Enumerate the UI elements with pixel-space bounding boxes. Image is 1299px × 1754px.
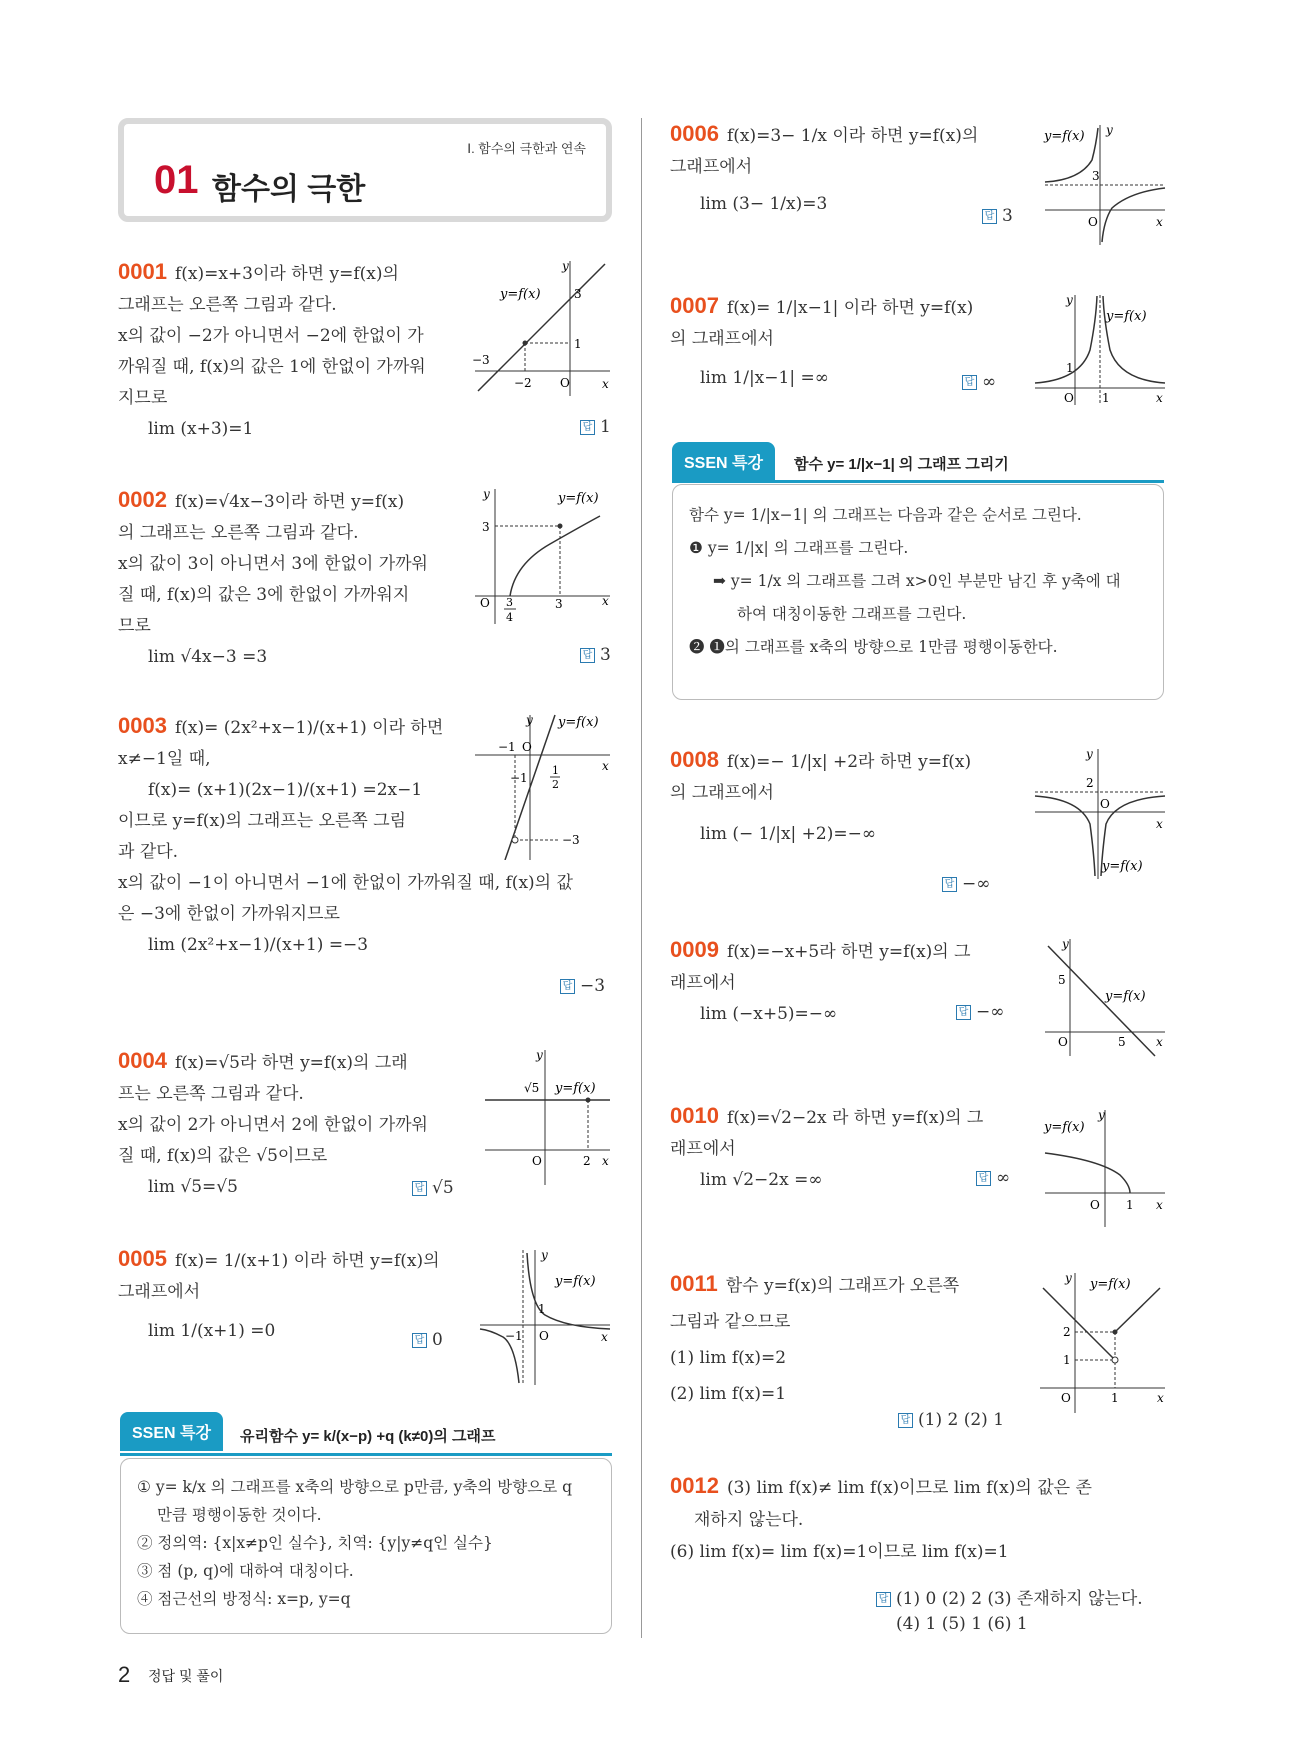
answer-icon: 답 — [942, 877, 957, 892]
text-line: 그림과 같으므로 — [670, 1312, 791, 1332]
point — [558, 524, 563, 529]
ssen-item: ③ 점 (p, q)에 대하여 대칭이다. — [137, 1562, 354, 1580]
ssen-item: 만큼 평행이동한 것이다. — [157, 1506, 322, 1524]
origin-label: O — [1058, 1035, 1068, 1049]
graph-0002 — [470, 484, 615, 629]
answer-value: 0 — [432, 1330, 443, 1350]
fx-label: y=f(x) — [1105, 989, 1146, 1004]
text-line: f(x)= 1/|x−1| 이라 하면 y=f(x) — [726, 298, 974, 318]
text-line: 재하지 않는다. — [694, 1510, 804, 1530]
chapter-title: 함수의 극한 — [212, 173, 366, 206]
x-label: x — [1156, 817, 1163, 831]
text-line: 그래프에서 — [670, 157, 753, 177]
answer-0012-row2: (4) 1 (5) 1 (6) 1 — [896, 1614, 1028, 1634]
text-line: 프는 오른쪽 그림과 같다. — [118, 1084, 304, 1104]
fx-label: y=f(x) — [1044, 1120, 1085, 1135]
y-label: y — [1098, 1108, 1105, 1122]
y-label: y — [1066, 293, 1073, 307]
fx-label: y=f(x) — [558, 715, 599, 730]
graph-0006 — [1040, 120, 1170, 245]
chapter-number: 01 — [154, 158, 199, 202]
y-label: y — [526, 713, 533, 727]
tick-label: 3 — [506, 596, 513, 609]
answer-value: 3 — [600, 645, 611, 665]
function-curve — [1045, 1153, 1130, 1193]
text-line: 지므로 — [118, 388, 168, 408]
problem-number: 0004 — [118, 1048, 167, 1073]
text-line: 과 같다. — [118, 842, 179, 862]
answer-value: 1 — [600, 417, 611, 437]
problem-number: 0009 — [670, 937, 719, 962]
origin-label: O — [1088, 215, 1098, 229]
ssen-box-2 — [672, 484, 1164, 700]
graph-0003 — [470, 710, 615, 860]
answer-icon: 답 — [976, 1171, 991, 1186]
x-label: x — [601, 1330, 608, 1344]
fx-label: y=f(x) — [555, 1274, 596, 1289]
origin-label: O — [1061, 1391, 1071, 1405]
ssen-item: ② 정의역: {x|x≠p인 실수}, 치역: {y|y≠q인 실수} — [137, 1534, 493, 1552]
y-label: y — [483, 487, 490, 501]
answer-0010 — [976, 1168, 1010, 1188]
answer-value: 3 — [1002, 206, 1013, 226]
text-line: 의 그래프는 오른쪽 그림과 같다. — [118, 523, 359, 543]
answer-0008 — [942, 874, 990, 894]
origin-label: O — [560, 376, 570, 390]
problem-number: 0007 — [670, 293, 719, 318]
answer-value: −∞ — [962, 874, 991, 894]
graph-0007 — [1030, 290, 1170, 410]
ssen-item: ❶ y= 1/|x| 의 그래프를 그린다. — [689, 539, 909, 557]
text-line: x≠−1일 때, — [118, 749, 211, 769]
function-line-left — [1043, 1288, 1115, 1360]
limit-expression: lim (x+3)=1 — [148, 419, 254, 439]
y-label: y — [1062, 937, 1069, 951]
graph-0009 — [1040, 934, 1170, 1059]
answer-0004 — [412, 1178, 454, 1198]
fx-label: y=f(x) — [500, 287, 541, 302]
footer-label: 정답 및 풀이 — [148, 1668, 224, 1684]
problem-number: 0011 — [670, 1271, 718, 1296]
limit-expression: lim 1/(x+1) =0 — [148, 1321, 276, 1341]
text-line: 의 그래프에서 — [670, 783, 774, 803]
text-line: f(x)=−x+5라 하면 y=f(x)의 그 — [726, 942, 971, 962]
ssen-item: 함수 y= 1/|x−1| 의 그래프는 다음과 같은 순서로 그린다. — [689, 506, 1082, 524]
y-label: y — [1065, 1271, 1072, 1285]
graph-0011 — [1035, 1268, 1170, 1413]
tick-label: 1 — [1066, 361, 1074, 375]
problem-0006 — [670, 118, 1030, 220]
function-curve-left — [1035, 796, 1095, 876]
answer-value: ∞ — [982, 372, 997, 392]
problem-number: 0006 — [670, 121, 719, 146]
function-curve — [510, 516, 600, 596]
answer-icon: 답 — [412, 1181, 427, 1196]
tick-label: 1 — [1063, 1353, 1071, 1367]
text-line: 의 그래프에서 — [670, 329, 774, 349]
answer-0007 — [962, 372, 996, 392]
answer-icon: 답 — [898, 1413, 913, 1428]
tick-label: −2 — [514, 376, 532, 390]
text-line: 질 때, f(x)의 값은 √5이므로 — [118, 1146, 328, 1166]
text-line: f(x)= (x+1)(2x−1)/(x+1) =2x−1 — [148, 780, 423, 800]
fx-label: y=f(x) — [1044, 129, 1085, 144]
limit-expression: lim (− 1/|x| +2)=−∞ — [700, 824, 877, 844]
text-line: 은 −3에 한없이 가까워지므로 — [118, 904, 340, 924]
origin-label: O — [1064, 391, 1074, 405]
graph-0008 — [1030, 744, 1170, 879]
tick-label: 2 — [1086, 776, 1094, 790]
text-line: f(x)=√2−2x 라 하면 y=f(x)의 그 — [726, 1108, 984, 1128]
answer-icon: 답 — [956, 1005, 971, 1020]
tick-label: −3 — [472, 353, 490, 367]
limit-expression: lim 1/|x−1| =∞ — [700, 368, 829, 388]
problem-number: 0005 — [118, 1246, 167, 1271]
ssen-item: ➡ y= 1/x 의 그래프를 그려 x>0인 부분만 남긴 후 y축에 대 — [713, 572, 1121, 590]
graph-0010 — [1040, 1105, 1170, 1230]
tick-label: 2 — [552, 778, 559, 791]
answer-icon: 답 — [982, 209, 997, 224]
answer-0005 — [412, 1330, 443, 1350]
answer-value: (1) 2 (2) 1 — [918, 1410, 1005, 1430]
x-label: x — [1156, 215, 1163, 229]
graph-0004 — [480, 1045, 615, 1185]
section-label: Ⅰ. 함수의 극한과 연속 — [467, 141, 586, 156]
ssen-rule-2 — [672, 480, 1164, 483]
ssen-title-2: 함수 y= 1/|x−1| 의 그래프 그리기 — [794, 456, 1009, 473]
problem-0002 — [118, 484, 458, 673]
problem-number: 0010 — [670, 1103, 719, 1128]
tick-label: 3 — [574, 287, 582, 301]
answer-value: −3 — [580, 976, 606, 996]
answer-0012-row1 — [876, 1584, 1143, 1609]
fx-label: y=f(x) — [555, 1081, 596, 1096]
text-line: f(x)=x+3이라 하면 y=f(x)의 — [174, 264, 399, 284]
ssen-rule-1 — [120, 1453, 612, 1456]
open-point — [512, 837, 518, 843]
problem-0001 — [118, 256, 458, 445]
answer-0002 — [580, 645, 611, 665]
answer-value: −∞ — [976, 1002, 1005, 1022]
problem-number: 0002 — [118, 487, 167, 512]
tick-label: 2 — [1063, 1325, 1071, 1339]
y-label: y — [541, 1248, 548, 1262]
tick-label: 1 — [552, 764, 559, 777]
text-line: 함수 y=f(x)의 그래프가 오른쪽 — [725, 1276, 960, 1296]
text-line: (6) lim f(x)= lim f(x)=1이므로 lim f(x)=1 — [670, 1542, 1009, 1562]
text-line: (2) lim f(x)=1 — [670, 1384, 787, 1404]
chapter-header — [118, 118, 612, 222]
x-label: x — [602, 377, 609, 391]
text-line: (1) lim f(x)=2 — [670, 1348, 787, 1368]
fx-label: y=f(x) — [558, 491, 599, 506]
answer-0009 — [956, 1002, 1004, 1022]
origin-label: O — [480, 596, 490, 610]
text-line: x의 값이 2가 아니면서 2에 한없이 가까워 — [118, 1115, 428, 1135]
tick-label: −1 — [498, 740, 516, 754]
problem-0012 — [670, 1470, 1170, 1568]
problem-0008 — [670, 744, 1030, 850]
function-line-right — [1115, 1288, 1160, 1332]
fx-label: y=f(x) — [1106, 309, 1147, 324]
ssen-item: ① y= k/x 의 그래프를 x축의 방향으로 p만큼, y축의 방향으로 q — [137, 1478, 573, 1496]
page-number: 2 — [118, 1662, 131, 1687]
text-line: 까워질 때, f(x)의 값은 1에 한없이 가까워 — [118, 357, 426, 377]
problem-number: 0003 — [118, 713, 167, 738]
text-line: x의 값이 −2가 아니면서 −2에 한없이 가 — [118, 326, 424, 346]
problem-number: 0001 — [118, 259, 167, 284]
problem-0004 — [118, 1045, 458, 1203]
problem-0011 — [670, 1266, 1030, 1412]
x-label: x — [1156, 1035, 1163, 1049]
text-line: f(x)= 1/(x+1) 이라 하면 y=f(x)의 — [174, 1251, 440, 1271]
origin-label: O — [1100, 797, 1110, 811]
answer-icon: 답 — [962, 375, 977, 390]
tick-label: −3 — [562, 833, 580, 847]
x-label: x — [1157, 1391, 1164, 1405]
tick-label: 3 — [1092, 169, 1100, 183]
ssen-item: ④ 점근선의 방정식: x=p, y=q — [137, 1590, 351, 1608]
text-line: 질 때, f(x)의 값은 3에 한없이 가까워지 — [118, 585, 410, 605]
ssen-item: 하여 대칭이동한 그래프를 그린다. — [737, 605, 967, 623]
text-line: 래프에서 — [670, 973, 736, 993]
origin-label: O — [532, 1154, 542, 1168]
tick-label: 3 — [482, 520, 490, 534]
y-label: y — [536, 1048, 543, 1062]
x-label: x — [602, 759, 609, 773]
problem-number: 0008 — [670, 747, 719, 772]
text-line: x의 값이 −1이 아니면서 −1에 한없이 가까워질 때, f(x)의 값 — [118, 873, 573, 893]
y-label: y — [562, 259, 569, 273]
tick-label: 1 — [1111, 1391, 1119, 1405]
answer-value: √5 — [432, 1178, 454, 1198]
y-label: y — [1086, 747, 1093, 761]
text-line: f(x)= (2x²+x−1)/(x+1) 이라 하면 — [174, 718, 444, 738]
limit-expression: lim √2−2x =∞ — [700, 1170, 823, 1190]
limit-expression: lim √4x−3 =3 — [148, 647, 268, 667]
limit-expression: lim √5=√5 — [148, 1177, 238, 1197]
tick-label: 1 — [538, 1302, 546, 1316]
answer-0006 — [982, 206, 1013, 226]
point — [586, 1098, 591, 1103]
fx-label: y=f(x) — [1102, 859, 1143, 874]
tick-label: 3 — [555, 597, 563, 611]
text-line: 래프에서 — [670, 1139, 736, 1159]
text-line: (3) lim f(x)≠ lim f(x)이므로 lim f(x)의 값은 존 — [726, 1478, 1092, 1498]
function-curve-right — [527, 1253, 610, 1329]
tick-label: 1 — [1102, 391, 1110, 405]
ssen-tab-1: SSEN 특강 — [120, 1412, 223, 1451]
ssen-box-1 — [120, 1458, 612, 1634]
x-label: x — [602, 1154, 609, 1168]
ssen-title-1: 유리함수 y= k/(x−p) +q (k≠0)의 그래프 — [240, 1428, 496, 1445]
closed-point — [1113, 1330, 1118, 1335]
answer-icon: 답 — [580, 648, 595, 663]
limit-expression: lim (−x+5)=−∞ — [700, 1004, 838, 1024]
column-divider — [641, 118, 642, 1638]
origin-label: O — [539, 1329, 549, 1343]
point — [523, 341, 528, 346]
problem-number: 0012 — [670, 1473, 719, 1498]
text-line: f(x)=− 1/|x| +2라 하면 y=f(x) — [726, 752, 972, 772]
answer-value: (1) 0 (2) 2 (3) 존재하지 않는다. — [896, 1589, 1143, 1609]
graph-0005 — [475, 1245, 615, 1385]
tick-label: 1 — [574, 337, 582, 351]
origin-label: O — [1090, 1198, 1100, 1212]
tick-label: 5 — [1118, 1035, 1126, 1049]
problem-0005 — [118, 1243, 458, 1347]
answer-value: ∞ — [996, 1168, 1011, 1188]
y-label: y — [1106, 123, 1113, 137]
text-line: 므로 — [118, 616, 151, 636]
text-line: x의 값이 3이 아니면서 3에 한없이 가까워 — [118, 554, 428, 574]
tick-label: √5 — [524, 1081, 540, 1095]
answer-0003 — [560, 976, 605, 996]
x-label: x — [1156, 1198, 1163, 1212]
answer-icon: 답 — [560, 979, 575, 994]
text-line: 그래프는 오른쪽 그림과 같다. — [118, 295, 337, 315]
answer-icon: 답 — [412, 1333, 427, 1348]
tick-label: −1 — [510, 771, 528, 785]
limit-expression: lim (3− 1/x)=3 — [700, 194, 828, 214]
limit-expression: lim (2x²+x−1)/(x+1) =−3 — [148, 935, 369, 955]
origin-label: O — [522, 740, 532, 754]
tick-label: 4 — [506, 611, 513, 624]
tick-label: 1 — [1126, 1198, 1134, 1212]
answer-0001 — [580, 417, 611, 437]
x-label: x — [1156, 391, 1163, 405]
ssen-item: ❷ ❶의 그래프를 x축의 방향으로 1만큼 평행이동한다. — [689, 638, 1058, 656]
answer-0011 — [898, 1410, 1004, 1430]
graph-0001 — [470, 256, 615, 401]
tick-label: 2 — [583, 1154, 591, 1168]
answer-icon: 답 — [580, 420, 595, 435]
text-line: f(x)=3− 1/x 이라 하면 y=f(x)의 — [726, 126, 979, 146]
text-line: f(x)=√4x−3이라 하면 y=f(x) — [174, 492, 405, 512]
tick-label: −1 — [505, 1329, 523, 1343]
function-line — [478, 264, 605, 391]
open-point — [1112, 1357, 1118, 1363]
fx-label: y=f(x) — [1090, 1277, 1131, 1292]
text-line: 이므로 y=f(x)의 그래프는 오른쪽 그림 — [118, 811, 407, 831]
answer-icon: 답 — [876, 1592, 891, 1607]
ssen-tab-2: SSEN 특강 — [672, 442, 775, 481]
text-line: 그래프에서 — [118, 1282, 201, 1302]
x-label: x — [602, 594, 609, 608]
text-line: f(x)=√5라 하면 y=f(x)의 그래 — [174, 1053, 408, 1073]
tick-label: 5 — [1058, 973, 1066, 987]
